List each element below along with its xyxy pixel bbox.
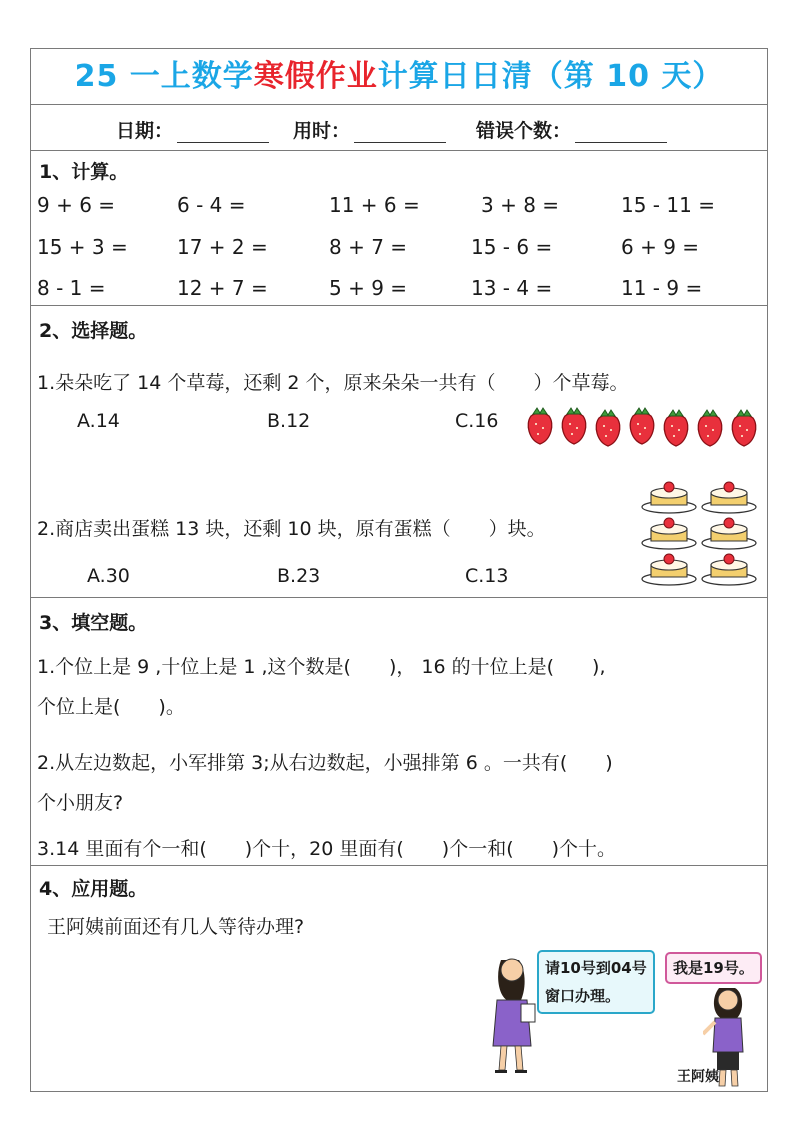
- calc-item: 12 + 7 =: [177, 276, 268, 300]
- fill-question-1-line-1: 1.个位上是 9 ,十位上是 1 ,这个数是( )， 16 的十位上是( ),: [37, 656, 606, 678]
- fill-question-2-line-2: 个小朋友?: [37, 792, 124, 814]
- fill-question-1-line-2: 个位上是( )。: [37, 696, 185, 718]
- choice-2-option-b[interactable]: B.23: [277, 565, 321, 587]
- worksheet: [30, 48, 768, 1092]
- section-1-heading: 1、计算。: [39, 161, 129, 183]
- choice-2-option-a[interactable]: A.30: [87, 565, 130, 587]
- section-2-heading: 2、选择题。: [39, 320, 148, 342]
- calc-item: 9 + 6 =: [37, 193, 116, 217]
- time-label: 用时：: [293, 120, 351, 142]
- section-application: [31, 866, 767, 1091]
- clerk-speech-bubble: [537, 950, 655, 1014]
- calc-item: 8 + 7 =: [329, 235, 408, 259]
- meta-row: [31, 105, 767, 151]
- time-field: [293, 116, 446, 143]
- title-part-2: 寒假作业: [253, 59, 378, 94]
- calc-item: 3 + 8 =: [481, 193, 560, 217]
- choice-1-option-b[interactable]: B.12: [267, 410, 311, 432]
- strawberries-image: [523, 402, 769, 448]
- clerk-speech-line-1: 请10号到04号: [545, 959, 647, 977]
- calc-item: 15 - 6 =: [471, 235, 553, 259]
- aunt-wang-caption: 王阿姨: [677, 1069, 719, 1085]
- calc-item: 13 - 4 =: [471, 276, 553, 300]
- errors-label: 错误个数：: [476, 120, 572, 142]
- errors-blank[interactable]: [575, 124, 667, 143]
- calc-item: 11 + 6 =: [329, 193, 420, 217]
- section-3-heading: 3、填空题。: [39, 612, 148, 634]
- title-row: [31, 49, 767, 105]
- section-4-heading: 4、应用题。: [39, 878, 148, 900]
- calc-item: 8 - 1 =: [37, 276, 106, 300]
- time-blank[interactable]: [354, 124, 446, 143]
- section-fill: [31, 598, 767, 866]
- calc-item: 15 - 11 =: [621, 193, 715, 217]
- clerk-figure: [481, 946, 545, 1074]
- choice-2-option-c[interactable]: C.13: [465, 565, 509, 587]
- date-field: [116, 116, 269, 143]
- cakes-image: [635, 475, 765, 591]
- choice-1-option-c[interactable]: C.16: [455, 410, 499, 432]
- calc-item: 6 - 4 =: [177, 193, 246, 217]
- title-part-3: 计算日日清（第 10 天）: [377, 59, 724, 94]
- fill-question-3: 3.14 里面有个一和( )个十，20 里面有( )个一和( )个十。: [37, 838, 617, 860]
- calc-item: 6 + 9 =: [621, 235, 700, 259]
- calc-item: 5 + 9 =: [329, 276, 408, 300]
- calc-item: 15 + 3 =: [37, 235, 128, 259]
- errors-field: [476, 116, 667, 143]
- date-blank[interactable]: [177, 124, 269, 143]
- date-label: 日期：: [116, 120, 174, 142]
- choice-question-1: 1.朵朵吃了 14 个草莓，还剩 2 个，原来朵朵一共有（ ）个草莓。: [37, 372, 629, 394]
- section-calc: [31, 151, 767, 306]
- calc-item: 17 + 2 =: [177, 235, 268, 259]
- choice-1-option-a[interactable]: A.14: [77, 410, 120, 432]
- choice-question-2: 2.商店卖出蛋糕 13 块，还剩 10 块，原有蛋糕（ ）块。: [37, 518, 546, 540]
- calc-item: 11 - 9 =: [621, 276, 703, 300]
- title-part-1: 25 一上数学: [74, 59, 254, 94]
- aunt-speech-bubble: 我是19号。: [665, 952, 762, 984]
- fill-question-2-line-1: 2.从左边数起，小军排第 3;从右边数起，小强排第 6 。一共有( ): [37, 752, 613, 774]
- application-question: 王阿姨前面还有几人等待办理?: [47, 916, 305, 938]
- clerk-speech-line-2: 窗口办理。: [545, 987, 621, 1005]
